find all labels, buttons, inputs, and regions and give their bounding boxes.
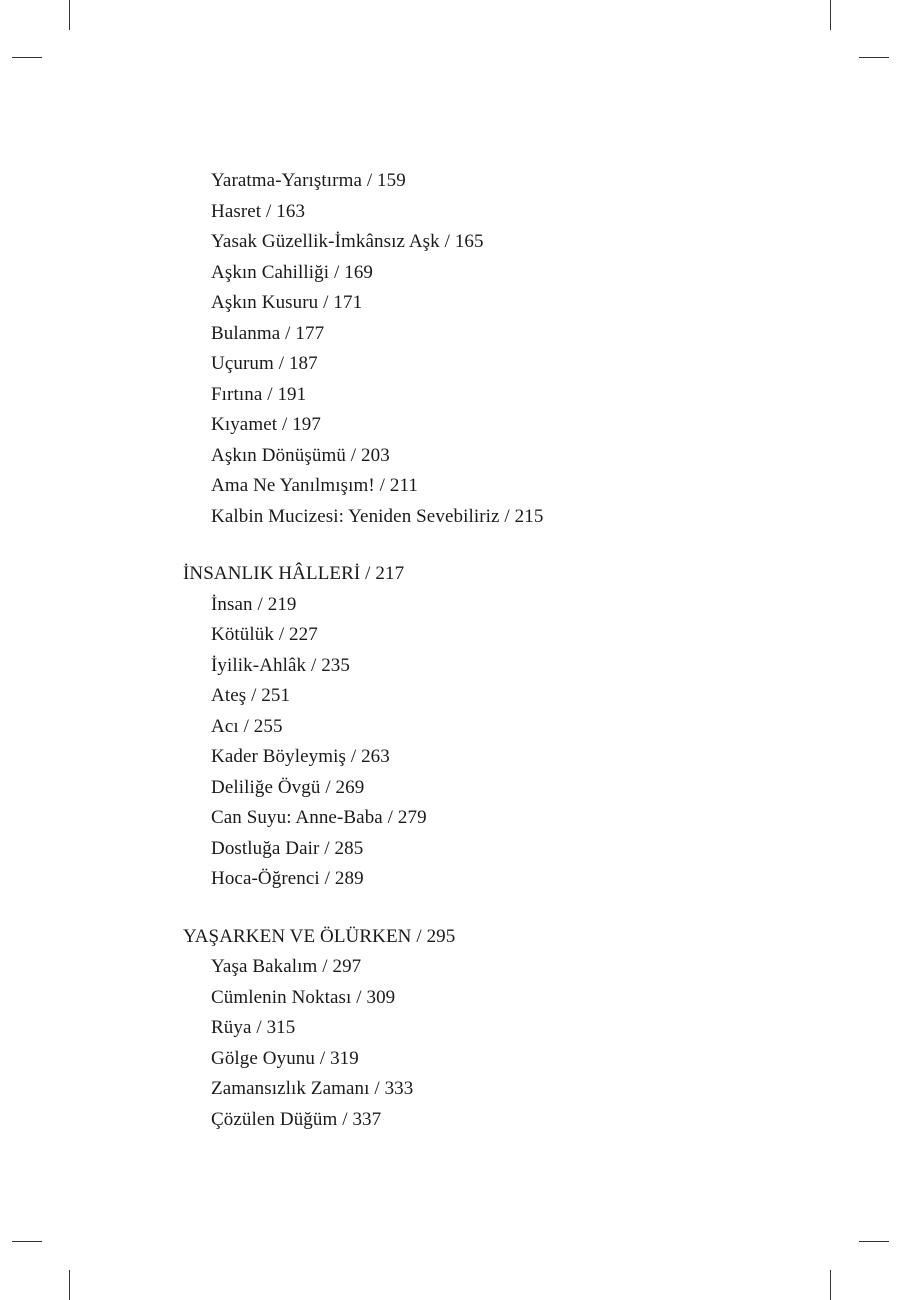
toc-section-heading: İNSANLIK HÂLLERİ / 217 — [183, 563, 405, 584]
toc-entry: Deliliğe Övgü / 269 — [211, 776, 365, 798]
toc-entry: Fırtına / 191 — [211, 383, 307, 405]
section-spacer — [0, 895, 900, 922]
toc-entry: Aşkın Kusuru / 171 — [211, 292, 363, 313]
crop-mark-bottom-left-h — [12, 1241, 42, 1242]
toc-section-insanlik-halleri — [0, 559, 900, 895]
toc-entry: Aşkın Cahilliği / 169 — [211, 261, 374, 283]
toc-entry: Ateş / 251 — [211, 685, 291, 706]
crop-mark-top-left — [69, 0, 70, 30]
crop-mark-bottom-right — [830, 1270, 831, 1300]
crop-mark-top-left-h — [12, 57, 42, 58]
toc-entry: Can Suyu: Anne-Baba / 279 — [211, 807, 427, 828]
toc-entry: Kötülük / 227 — [211, 624, 318, 645]
table-of-contents — [0, 166, 900, 1135]
toc-group-1 — [0, 166, 900, 532]
crop-mark-top-right-h — [859, 57, 889, 58]
toc-entry: Ama Ne Yanılmışım! / 211 — [211, 475, 419, 496]
section-spacer — [0, 532, 900, 559]
toc-entry: Hoca-Öğrenci / 289 — [211, 868, 364, 889]
crop-mark-bottom-left — [69, 1270, 70, 1300]
toc-entry: Kıyamet / 197 — [211, 414, 322, 435]
toc-entry: Çözülen Düğüm / 337 — [211, 1108, 382, 1130]
toc-entry: İyilik-Ahlâk / 235 — [211, 654, 351, 676]
toc-entry: Yaratma-Yarıştırma / 159 — [211, 170, 406, 191]
crop-mark-bottom-right-h — [859, 1241, 889, 1242]
toc-entry: Bulanma / 177 — [211, 322, 325, 344]
toc-entry: Aşkın Dönüşümü / 203 — [211, 444, 390, 466]
toc-entry: Kader Böyleymiş / 263 — [211, 746, 390, 767]
toc-entry: Acı / 255 — [211, 715, 283, 737]
toc-entry: Dostluğa Dair / 285 — [211, 837, 364, 859]
toc-entry: Yasak Güzellik-İmkânsız Aşk / 165 — [211, 231, 484, 252]
crop-mark-top-right — [830, 0, 831, 30]
toc-entry: Gölge Oyunu / 319 — [211, 1047, 359, 1069]
toc-entry: Yaşa Bakalım / 297 — [211, 956, 362, 977]
toc-entry: İnsan / 219 — [211, 593, 297, 615]
toc-entry: Rüya / 315 — [211, 1017, 296, 1038]
toc-section-yasarken-ve-olurken — [0, 922, 900, 1136]
toc-entry: Uçurum / 187 — [211, 353, 318, 374]
toc-entry: Cümlenin Noktası / 309 — [211, 986, 396, 1008]
toc-section-heading: YAŞARKEN VE ÖLÜRKEN / 295 — [183, 925, 456, 947]
toc-entry: Hasret / 163 — [211, 200, 306, 222]
toc-entry: Kalbin Mucizesi: Yeniden Sevebiliriz / 215 — [211, 505, 544, 527]
toc-entry: Zamansızlık Zamanı / 333 — [211, 1078, 414, 1099]
